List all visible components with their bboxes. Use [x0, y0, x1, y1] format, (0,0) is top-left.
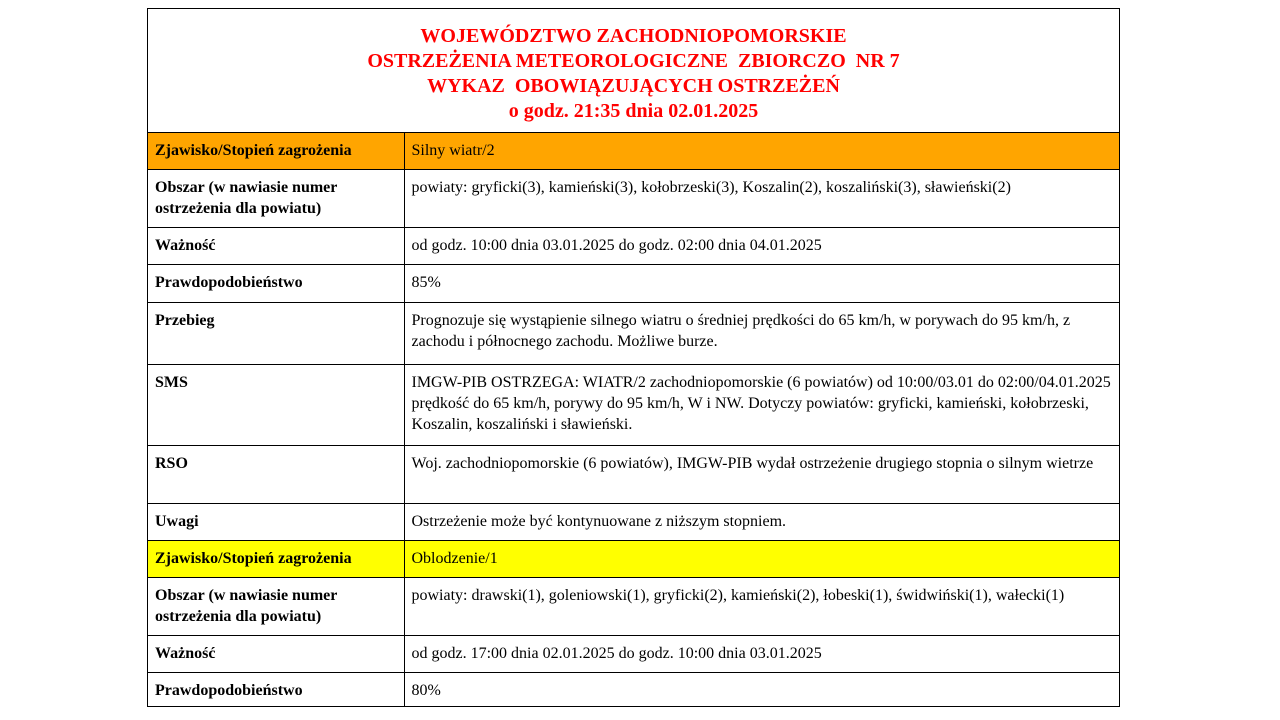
row-label: Zjawisko/Stopień zagrożenia	[148, 540, 404, 577]
row-value: Silny wiatr/2	[404, 133, 1119, 169]
document-header	[148, 9, 1119, 133]
row-label: Prawdopodobieństwo	[148, 264, 404, 302]
header-line-list: WYKAZ OBOWIĄZUJĄCYCH OSTRZEŻEŃ	[427, 75, 840, 97]
row-value: 80%	[404, 672, 1119, 706]
row-value: od godz. 17:00 dnia 02.01.2025 do godz. 10:00 dnia 03.01.2025	[404, 635, 1119, 672]
header-line-region: WOJEWÓDZTWO ZACHODNIOPOMORSKIE	[420, 25, 847, 47]
row-label: Zjawisko/Stopień zagrożenia	[148, 133, 404, 169]
row-label: Ważność	[148, 635, 404, 672]
table-row-probability	[148, 264, 1119, 302]
row-label: SMS	[148, 364, 404, 445]
row-label: Uwagi	[148, 503, 404, 540]
table-row-phenomenon	[148, 133, 1119, 169]
row-label: Ważność	[148, 227, 404, 264]
row-value: powiaty: drawski(1), goleniowski(1), gryficki(2), kamieński(2), łobeski(1), świdwiński(1), wałecki(1)	[404, 577, 1119, 635]
row-value: Ostrzeżenie może być kontynuowane z niższym stopniem.	[404, 503, 1119, 540]
table-row-phenomenon	[148, 540, 1119, 577]
table-row-rso	[148, 445, 1119, 503]
row-label: Obszar (w nawiasie numer ostrzeżenia dla powiatu)	[148, 577, 404, 635]
row-value: powiaty: gryficki(3), kamieński(3), kołobrzeski(3), Koszalin(2), koszaliński(3), sławieński(2)	[404, 169, 1119, 227]
table-row-validity	[148, 635, 1119, 672]
table-row-validity	[148, 227, 1119, 264]
warnings-table	[148, 133, 1119, 707]
row-value: IMGW-PIB OSTRZEGA: WIATR/2 zachodniopomorskie (6 powiatów) od 10:00/03.01 do 02:00/04.01.2025 prędkość do 65 km/h, porywy do 95 km/h, W i NW. Dotyczy powiatów: gryficki, kamieński, kołobrzeski, Koszalin, koszaliński i sławieński.	[404, 364, 1119, 445]
row-value: 85%	[404, 264, 1119, 302]
row-value: Prognozuje się wystąpienie silnego wiatru o średniej prędkości do 65 km/h, w porywach do 95 km/h, z zachodu i północnego zachodu. Możliwe burze.	[404, 302, 1119, 364]
table-row-probability	[148, 672, 1119, 706]
row-label: Obszar (w nawiasie numer ostrzeżenia dla powiatu)	[148, 169, 404, 227]
row-value: Oblodzenie/1	[404, 540, 1119, 577]
header-line-title: OSTRZEŻENIA METEOROLOGICZNE ZBIORCZO NR 7	[367, 50, 900, 72]
table-row-notes	[148, 503, 1119, 540]
row-label: RSO	[148, 445, 404, 503]
row-value: od godz. 10:00 dnia 03.01.2025 do godz. 02:00 dnia 04.01.2025	[404, 227, 1119, 264]
table-row-area	[148, 577, 1119, 635]
row-label: Przebieg	[148, 302, 404, 364]
warning-document	[147, 8, 1120, 707]
table-row-area	[148, 169, 1119, 227]
header-line-timestamp: o godz. 21:35 dnia 02.01.2025	[508, 100, 759, 122]
row-label: Prawdopodobieństwo	[148, 672, 404, 706]
table-row-sms	[148, 364, 1119, 445]
row-value: Woj. zachodniopomorskie (6 powiatów), IMGW-PIB wydał ostrzeżenie drugiego stopnia o silnym wietrze	[404, 445, 1119, 503]
table-row-course	[148, 302, 1119, 364]
